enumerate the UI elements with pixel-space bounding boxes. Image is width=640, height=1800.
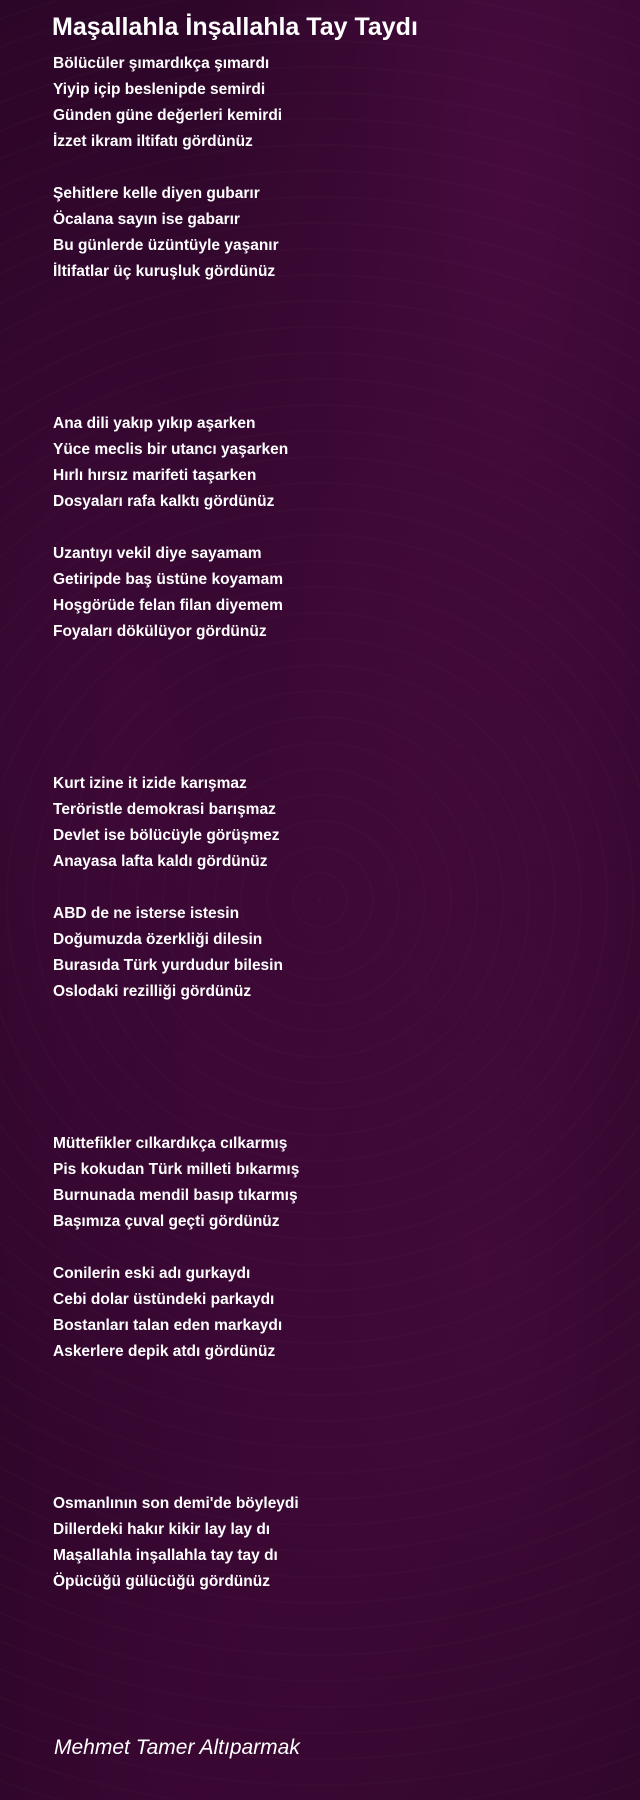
verse-line: Öcalana sayın ise gabarır — [53, 211, 240, 228]
verse-line: ABD de ne isterse istesin — [53, 905, 240, 922]
verse-line: Doğumuzda özerkliği dilesin — [53, 931, 263, 948]
verse-line: Hoşgörüde felan filan diyemem — [53, 597, 283, 614]
verse-line: Kurt izine it izide karışmaz — [53, 775, 247, 792]
stanza — [53, 1261, 299, 1365]
verse-line: Conilerin eski adı gurkaydı — [53, 1265, 251, 1282]
stanza — [53, 541, 288, 645]
stanza — [53, 901, 283, 1005]
poem-section-1 — [53, 51, 282, 311]
verse-line: Ana dili yakıp yıkıp aşarken — [53, 415, 256, 432]
verse-line: Yiyip içip beslenipde semirdi — [53, 81, 266, 98]
stanza — [53, 411, 288, 515]
verse-line: İzzet ikram iltifatı gördünüz — [53, 133, 253, 150]
verse-line: Uzantıyı vekil diye sayamam — [53, 545, 262, 562]
verse-line: Burasıda Türk yurdudur bilesin — [53, 957, 283, 974]
poem-section-2 — [53, 411, 288, 671]
verse-line: Foyaları dökülüyor gördünüz — [53, 623, 267, 640]
poem-section-4 — [53, 1131, 299, 1391]
poem-section-3 — [53, 771, 283, 1031]
poem-title: Maşallahla İnşallahla Tay Taydı — [52, 13, 418, 41]
verse-line: Askerlere depik atdı gördünüz — [53, 1343, 276, 1360]
verse-line: Getiripde baş üstüne koyamam — [53, 571, 283, 588]
poem-section-5 — [53, 1491, 299, 1621]
verse-line: Teröristle demokrasi barışmaz — [53, 801, 276, 818]
verse-line: Dillerdeki hakır kikir lay lay dı — [53, 1521, 271, 1538]
stanza — [53, 51, 282, 155]
verse-line: Bölücüler şımardıkça şımardı — [53, 55, 270, 72]
verse-line: Pis kokudan Türk milleti bıkarmış — [53, 1161, 300, 1178]
verse-line: Başımıza çuval geçti gördünüz — [53, 1213, 280, 1230]
verse-line: Anayasa lafta kaldı gördünüz — [53, 853, 268, 870]
verse-line: Dosyaları rafa kalktı gördünüz — [53, 493, 275, 510]
verse-line: Devlet ise bölücüyle görüşmez — [53, 827, 280, 844]
verse-line: Öpücüğü gülücüğü gördünüz — [53, 1573, 270, 1590]
stanza — [53, 181, 282, 285]
poem-author: Mehmet Tamer Altıparmak — [54, 1736, 300, 1759]
verse-line: Yüce meclis bir utancı yaşarken — [53, 441, 289, 458]
verse-line: Osmanlının son demi'de böyleydi — [53, 1495, 299, 1512]
verse-line: Günden güne değerleri kemirdi — [53, 107, 283, 124]
verse-line: Cebi dolar üstündeki parkaydı — [53, 1291, 275, 1308]
stanza — [53, 1131, 299, 1235]
stanza — [53, 1491, 299, 1595]
verse-line: İltifatlar üç kuruşluk gördünüz — [53, 263, 276, 280]
verse-line: Burnunada mendil basıp tıkarmış — [53, 1187, 298, 1204]
verse-line: Hırlı hırsız marifeti taşarken — [53, 467, 257, 484]
verse-line: Oslodaki rezilliği gördünüz — [53, 983, 252, 1000]
verse-line: Bu günlerde üzüntüyle yaşanır — [53, 237, 279, 254]
verse-line: Şehitlere kelle diyen gubarır — [53, 185, 260, 202]
stanza — [53, 771, 283, 875]
verse-line: Müttefikler cılkardıkça cılkarmış — [53, 1135, 288, 1152]
verse-line: Maşallahla inşallahla tay tay dı — [53, 1547, 278, 1564]
verse-line: Bostanları talan eden markaydı — [53, 1317, 283, 1334]
